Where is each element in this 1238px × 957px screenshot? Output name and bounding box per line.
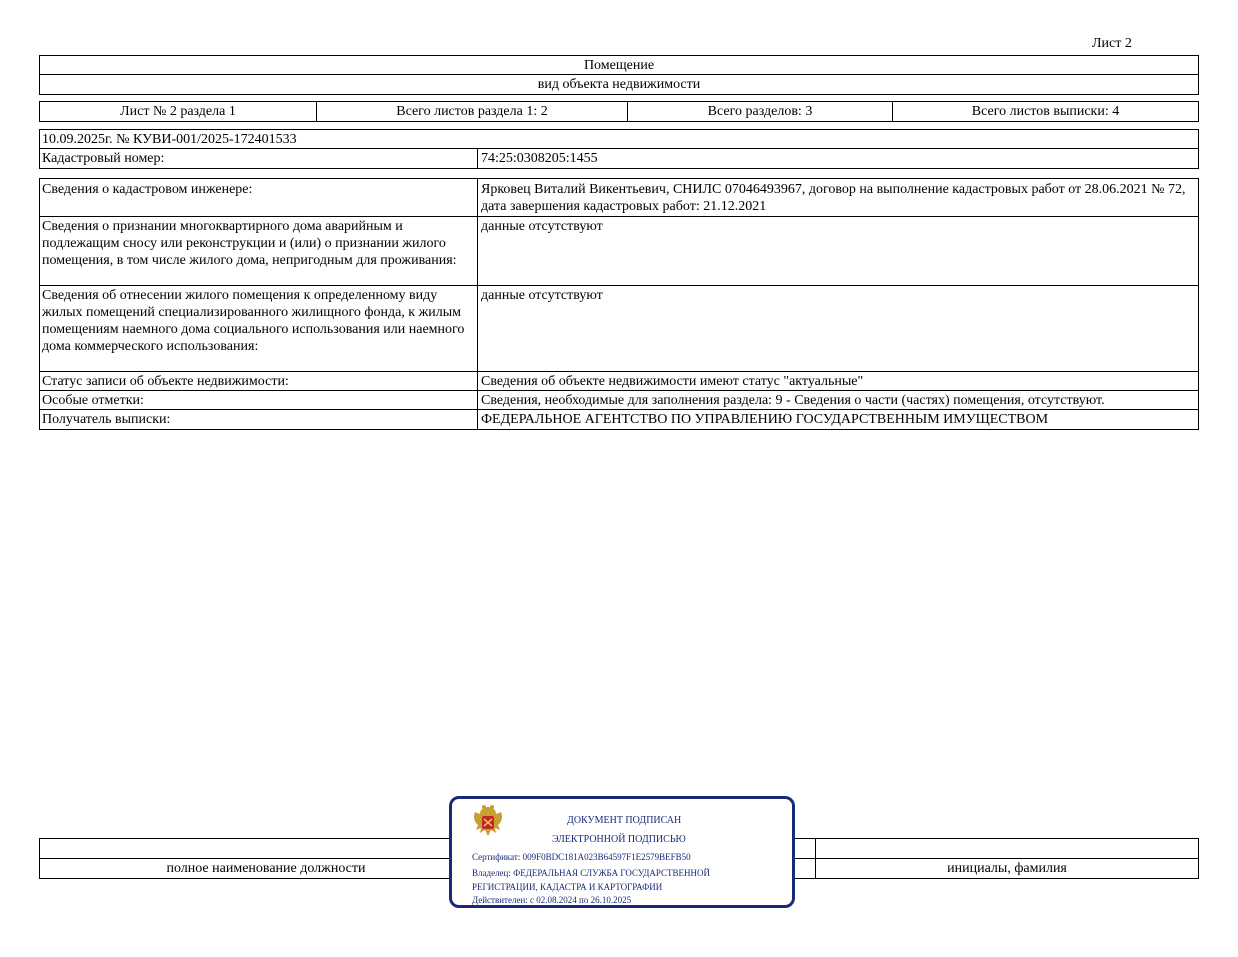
stamp-line1: ДОКУМЕНТ ПОДПИСАН [567,815,682,826]
row-label-engineer: Сведения о кадастровом инженере: [42,182,253,197]
sheet-section: Лист № 2 раздела 1 [120,104,236,119]
row-label-emergency: Сведения о признании многоквартирного дома аварийным и подлежащим сносу или реконструкции и (или) о признании жилого помещения, в том числе жилого дома, непригодным для проживания: [42,219,457,268]
row-value-recipient: ФЕДЕРАЛЬНОЕ АГЕНТСТВО ПО УПРАВЛЕНИЮ ГОСУДАРСТВЕННЫМ ИМУЩЕСТВОМ [481,412,1049,427]
row-label-special-notes: Особые отметки: [42,393,144,408]
stamp-certificate: Сертификат: 009F0BDC181A023B64597F1E2579BEFB50 [472,852,691,862]
object-subtitle: вид объекта недвижимости [537,77,701,92]
name-caption: инициалы, фамилия [947,861,1067,876]
total-sections: Всего разделов: 3 [707,104,813,119]
row-value-engineer: Ярковец Виталий Викентьевич, СНИЛС 07046493967, договор на выполнение кадастровых работ от 28.06.2021 № 72, дата завершения кадастровых работ: 21.12.2021 [481,182,1186,214]
row-value-special-notes: Сведения, необходимые для заполнения раздела: 9 - Сведения о части (частях) помещения, отсутствуют. [481,393,1105,408]
sheets-row [39,101,1199,122]
cadastral-label: Кадастровый номер: [42,151,165,166]
position-caption: полное наименование должности [166,861,366,876]
row-label-specialized: Сведения об отнесении жилого помещения к определенному виду жилых помещений специализированного жилищного фонда, к жилым помещениям наемного дома социального использования или наемного дома коммерческого использования: [42,288,465,354]
coat-of-arms-icon [471,803,505,843]
sheet-label: Лист 2 [1092,36,1132,51]
e-signature-stamp [449,796,795,908]
details-table [39,178,1199,430]
extract-info [39,129,1199,169]
row-value-emergency: данные отсутствуют [481,219,603,234]
row-value-status: Сведения об объекте недвижимости имеют статус "актуальные" [481,374,864,389]
stamp-line2: ЭЛЕКТРОННОЙ ПОДПИСЬЮ [552,834,686,845]
object-header [39,55,1199,95]
stamp-owner-cont: РЕГИСТРАЦИИ, КАДАСТРА И КАРТОГРАФИИ [472,882,663,892]
stamp-owner: Владелец: ФЕДЕРАЛЬНАЯ СЛУЖБА ГОСУДАРСТВЕННОЙ [472,868,711,878]
total-extract-sheets: Всего листов выписки: 4 [971,104,1120,119]
row-label-status: Статус записи об объекте недвижимости: [42,374,289,389]
row-value-specialized: данные отсутствуют [481,288,603,303]
date-number: 10.09.2025г. № КУВИ-001/2025-172401533 [42,132,297,147]
stamp-valid: Действителен: с 02.08.2024 по 26.10.2025 [472,895,632,905]
row-label-recipient: Получатель выписки: [42,412,171,427]
cadastral-value: 74:25:0308205:1455 [481,151,598,166]
object-title: Помещение [583,58,655,73]
total-section-sheets: Всего листов раздела 1: 2 [396,104,548,119]
